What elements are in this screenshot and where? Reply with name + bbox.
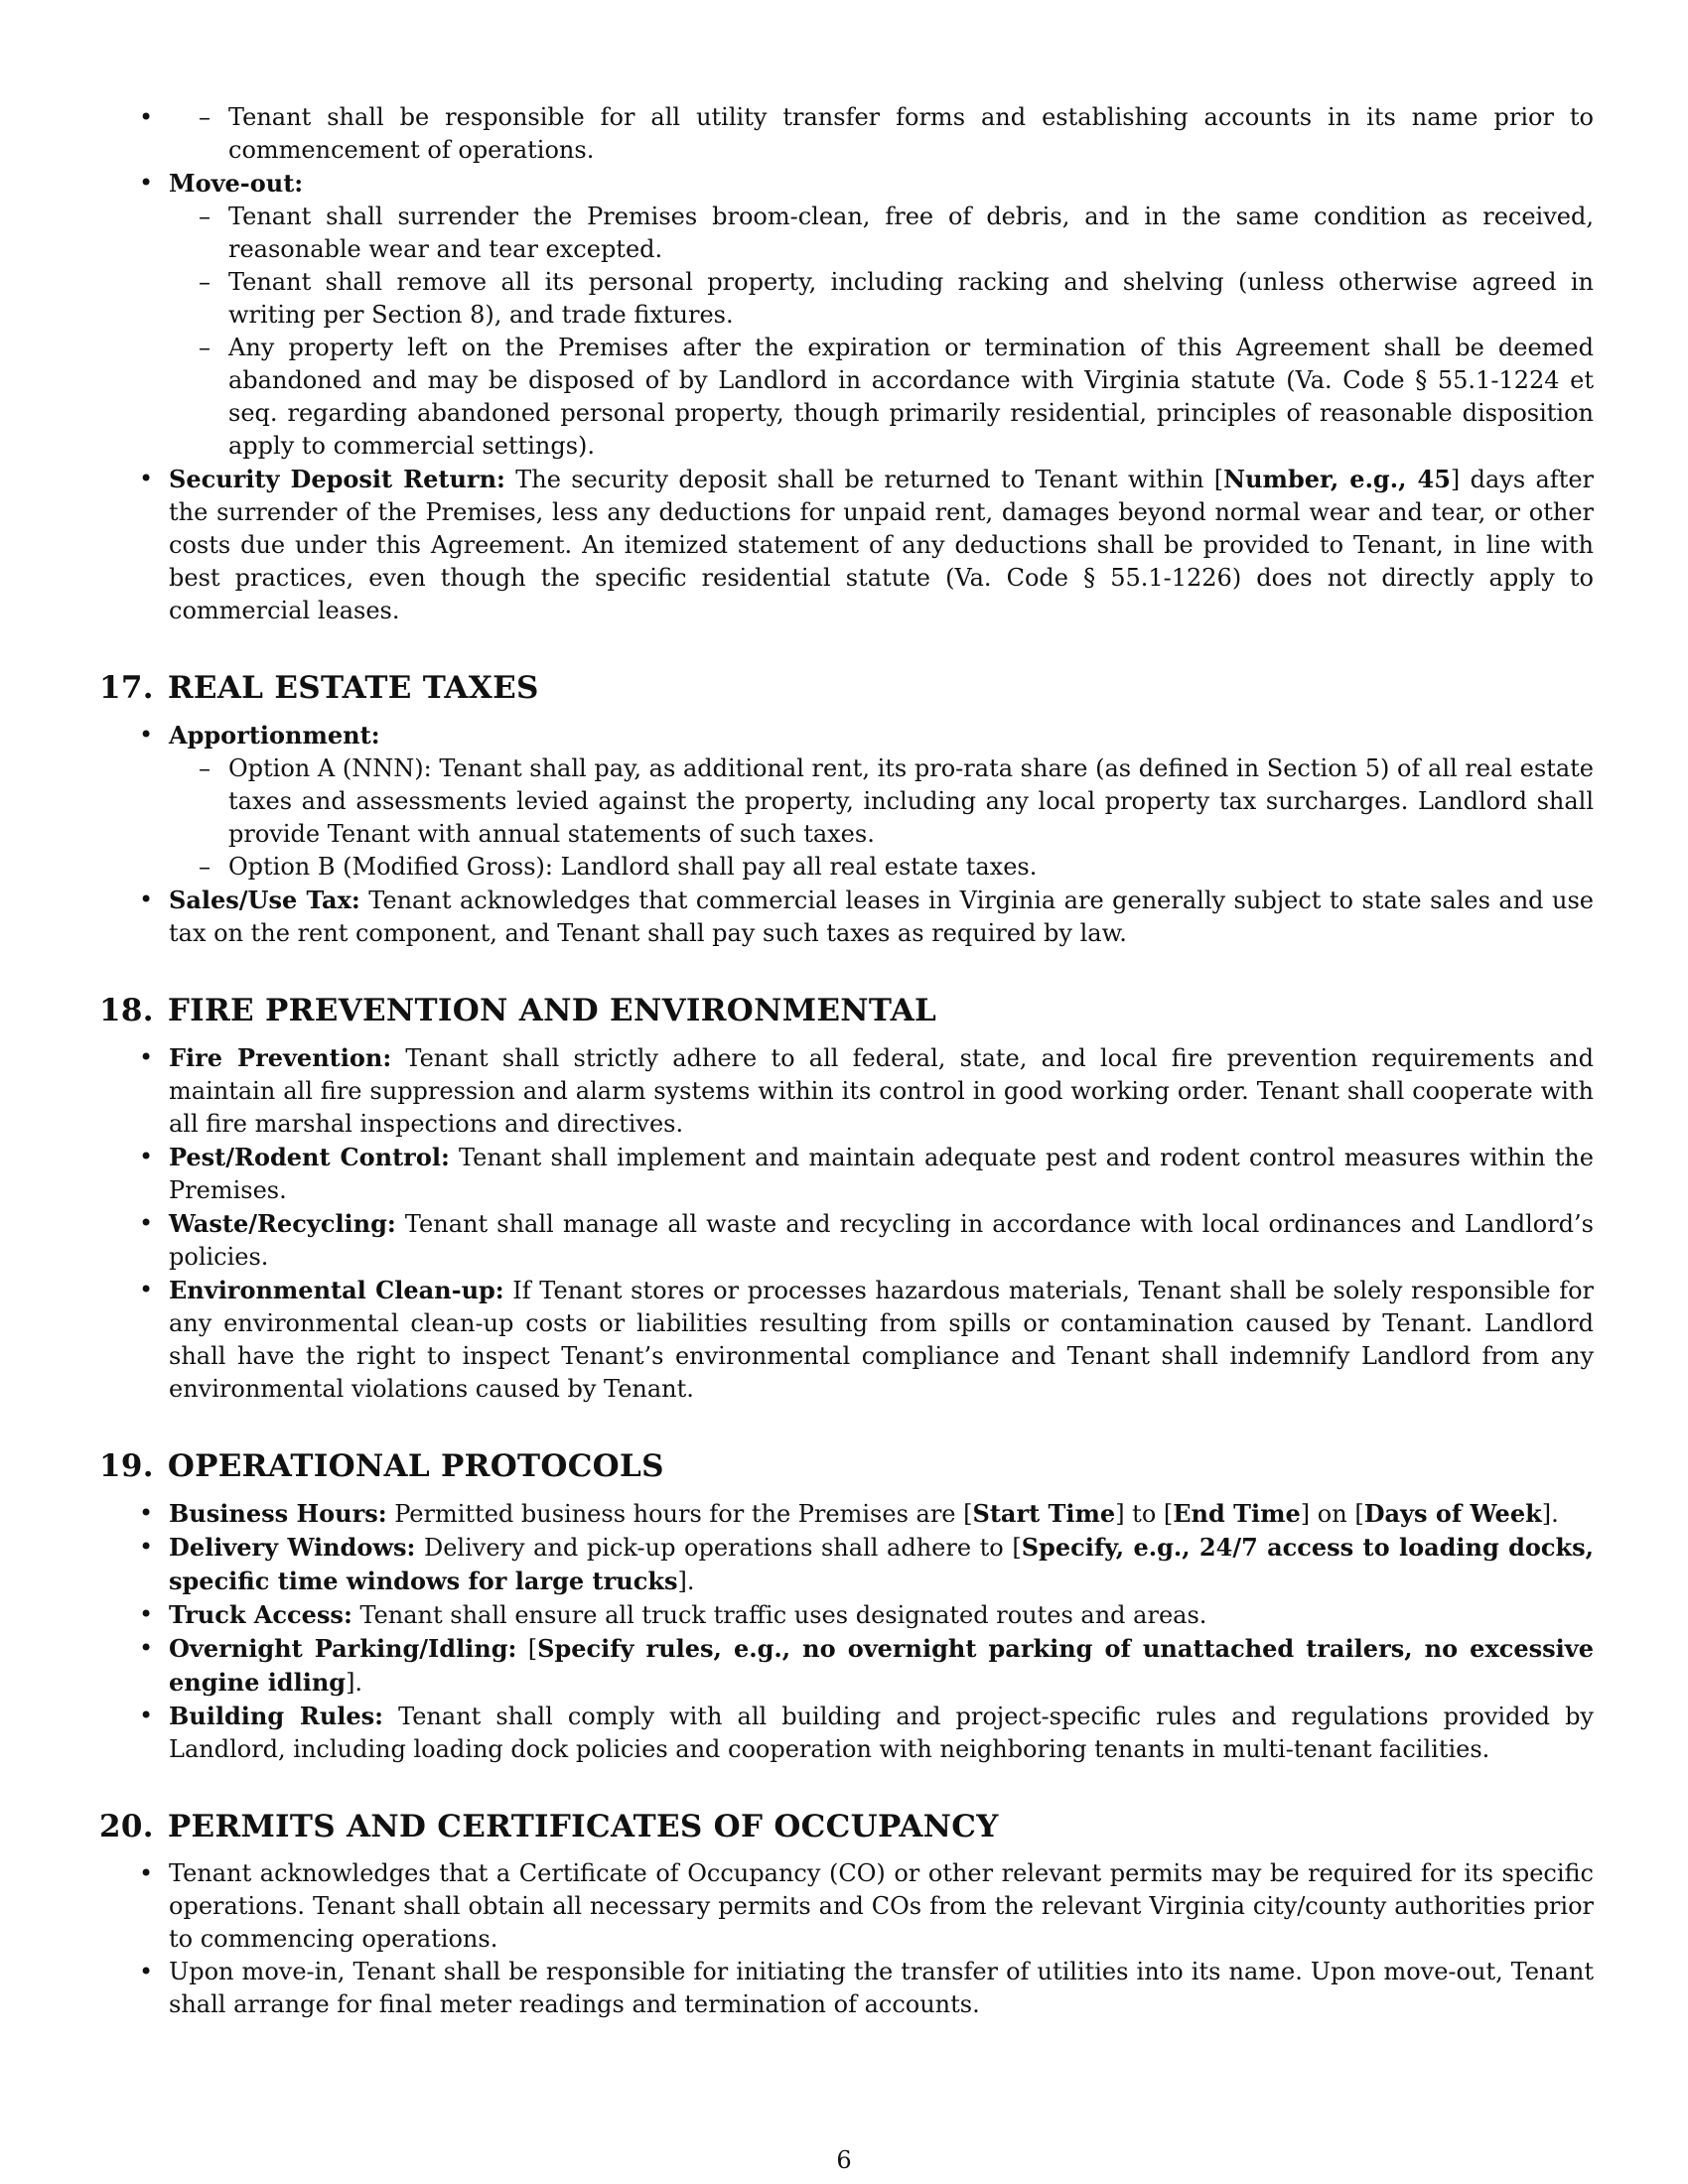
document-page — [99, 101, 1594, 2021]
move-out-subitem: – Any property left on the Premises after the expiration or termination of this Agreement shall be deemed abandoned and may be disposed of by Landlord in accordance with Virginia statute (Va. Code § 55.1-1224 et seq. regarding abandoned personal property, though primarily residential, principles of reasonable disposition apply to commercial settings). — [228, 332, 1594, 463]
continued-item — [169, 101, 1594, 167]
section-19-heading — [99, 1447, 1594, 1485]
building-rules-item — [169, 1700, 1594, 1766]
placeholder: End Time — [1173, 1499, 1301, 1528]
placeholder: Specify rules, e.g., no overnight parking of unattached trailers, no excessive engine idling — [169, 1634, 1594, 1697]
environmental-cleanup-item — [169, 1274, 1594, 1406]
deposit-label: Security Deposit Return: — [169, 465, 505, 493]
sales-tax-text: Tenant acknowledges that commercial leases in Virginia are generally subject to state sales and use tax on the rent component, and Tenant shall pay such taxes as required by law. — [169, 887, 1594, 947]
placeholder: Days of Week — [1363, 1499, 1542, 1528]
section-20-list — [99, 1857, 1594, 2021]
security-deposit-item — [169, 463, 1594, 627]
utility-transfer-item: – • Tenant shall be responsible for all utility transfer forms and establishing accounts in its name prior to commencement of operations. — [228, 101, 1594, 167]
section-17-heading — [99, 669, 1594, 707]
section-19-list — [99, 1497, 1594, 1766]
overnight-parking-item — [169, 1632, 1594, 1700]
item-text: ] to [ — [1115, 1500, 1174, 1528]
section-18-heading — [99, 992, 1594, 1029]
continued-list — [99, 101, 1594, 627]
item-label: Delivery Windows: — [169, 1533, 416, 1562]
section-number: 17. — [99, 670, 154, 706]
page-number: 6 — [836, 2146, 852, 2174]
pest-control-item — [169, 1141, 1594, 1207]
item-text: Permitted business hours for the Premises are [ — [386, 1500, 973, 1528]
section-title: PERMITS AND CERTIFICATES OF OCCUPANCY — [167, 1809, 999, 1844]
move-out-subitem: – Tenant shall remove all its personal property, including racking and shelving (unless otherwise agreed in writing per Section 8), and trade fixtures. — [228, 266, 1594, 332]
section-number: 18. — [99, 993, 154, 1028]
move-out-label: Move-out: — [169, 169, 304, 198]
section-18-list — [99, 1041, 1594, 1406]
truck-access-item — [169, 1598, 1594, 1632]
sales-tax-item — [169, 884, 1594, 950]
item-text: Tenant shall strictly adhere to all federal, state, and local fire prevention requirements and maintain all fire suppression and alarm systems within its control in good working order. Tenant shall cooperate with all fire marshal inspections and directives. — [169, 1044, 1594, 1138]
placeholder: Specify, e.g., 24/7 access to loading docks, specific time windows for large trucks — [169, 1533, 1594, 1595]
option-b-item: – Option B (Modified Gross): Landlord shall pay all real estate taxes. — [228, 851, 1594, 884]
section-title: OPERATIONAL PROTOCOLS — [167, 1448, 664, 1484]
item-label: Building Rules: — [169, 1702, 384, 1730]
item-text: If Tenant stores or processes hazardous materials, Tenant shall be solely responsible for any environmental clean-up costs or liabilities resulting from spills or contamination caused by Tenant. Landlord shall have the right to inspect Tenant’s environmental compliance and Tenant shall indemnify Landlord from any environmental violations caused by Tenant. — [169, 1277, 1594, 1403]
item-text: Delivery and pick-up operations shall adhere to [ — [415, 1534, 1022, 1562]
deposit-text: The security deposit shall be returned to Tenant within [ — [504, 466, 1224, 493]
item-text: Tenant shall manage all waste and recycling in accordance with local ordinances and Landlord’s policies. — [169, 1210, 1594, 1271]
item-label: Fire Prevention: — [169, 1043, 392, 1072]
move-out-item — [169, 167, 1594, 463]
item-label: Business Hours: — [169, 1499, 387, 1528]
section-number: 20. — [99, 1809, 154, 1844]
item-label: Overnight Parking/Idling: — [169, 1634, 517, 1663]
option-a-item: – Option A (NNN): Tenant shall pay, as additional rent, its pro-rata share (as defined in Section 5) of all real estate taxes and assessments levied against the property, including any local property tax surcharges. Landlord shall provide Tenant with annual statements of such taxes. — [228, 752, 1594, 851]
move-out-subitem: – Tenant shall surrender the Premises broom-clean, free of debris, and in the same condition as received, reasonable wear and tear excepted. — [228, 201, 1594, 266]
deposit-placeholder: Number, e.g., 45 — [1223, 465, 1451, 493]
section-title: REAL ESTATE TAXES — [167, 670, 539, 706]
section-title: FIRE PREVENTION AND ENVIRONMENTAL — [167, 993, 937, 1028]
item-text: ] on [ — [1300, 1500, 1364, 1528]
apportionment-item — [169, 719, 1594, 884]
deposit-text-end: ] days after the surrender of the Premises, less any deductions for unpaid rent, damages beyond normal wear and tear, or other costs due under this Agreement. An itemized statement of any deductions shall be provided to Tenant, in line with best practices, even though the specific residential statute (Va. Code § 55.1-1226) does not directly apply to commercial leases. — [169, 466, 1595, 624]
waste-recycling-item — [169, 1207, 1594, 1274]
item-text: ]. — [346, 1669, 363, 1697]
item-text: Tenant shall ensure all truck traffic uses designated routes and areas. — [352, 1601, 1207, 1629]
item-text: ]. — [1541, 1500, 1559, 1528]
item-text: Tenant shall comply with all building and project-specific rules and regulations provided by Landlord, including loading dock policies and cooperation with neighboring tenants in multi-tenant facilities. — [169, 1703, 1594, 1763]
business-hours-item — [169, 1497, 1594, 1531]
item-text: Tenant shall implement and maintain adequate pest and rodent control measures within the Premises. — [169, 1144, 1595, 1204]
section-number: 19. — [99, 1448, 154, 1484]
utilities-transfer-item: • Upon move-in, Tenant shall be responsible for initiating the transfer of utilities into its name. Upon move-out, Tenant shall arrange for final meter readings and termination of accounts. — [169, 1956, 1594, 2021]
sales-tax-label: Sales/Use Tax: — [169, 886, 360, 914]
apportionment-label: Apportionment: — [169, 721, 380, 750]
item-label: Pest/Rodent Control: — [169, 1143, 450, 1171]
fire-prevention-item — [169, 1041, 1594, 1141]
section-17-list — [99, 719, 1594, 950]
placeholder: Start Time — [972, 1499, 1116, 1528]
certificate-item: • Tenant acknowledges that a Certificate of Occupancy (CO) or other relevant permits may be required for its specific operations. Tenant shall obtain all necessary permits and COs from the relevant Virginia city/county authorities prior to commencing operations. — [169, 1857, 1594, 1956]
item-label: Truck Access: — [169, 1600, 352, 1629]
item-label: Waste/Recycling: — [169, 1209, 396, 1238]
item-label: Environmental Clean-up: — [169, 1276, 504, 1304]
delivery-windows-item — [169, 1531, 1594, 1598]
item-text: ]. — [677, 1568, 695, 1595]
section-20-heading — [99, 1808, 1594, 1845]
item-text: [ — [516, 1635, 538, 1663]
